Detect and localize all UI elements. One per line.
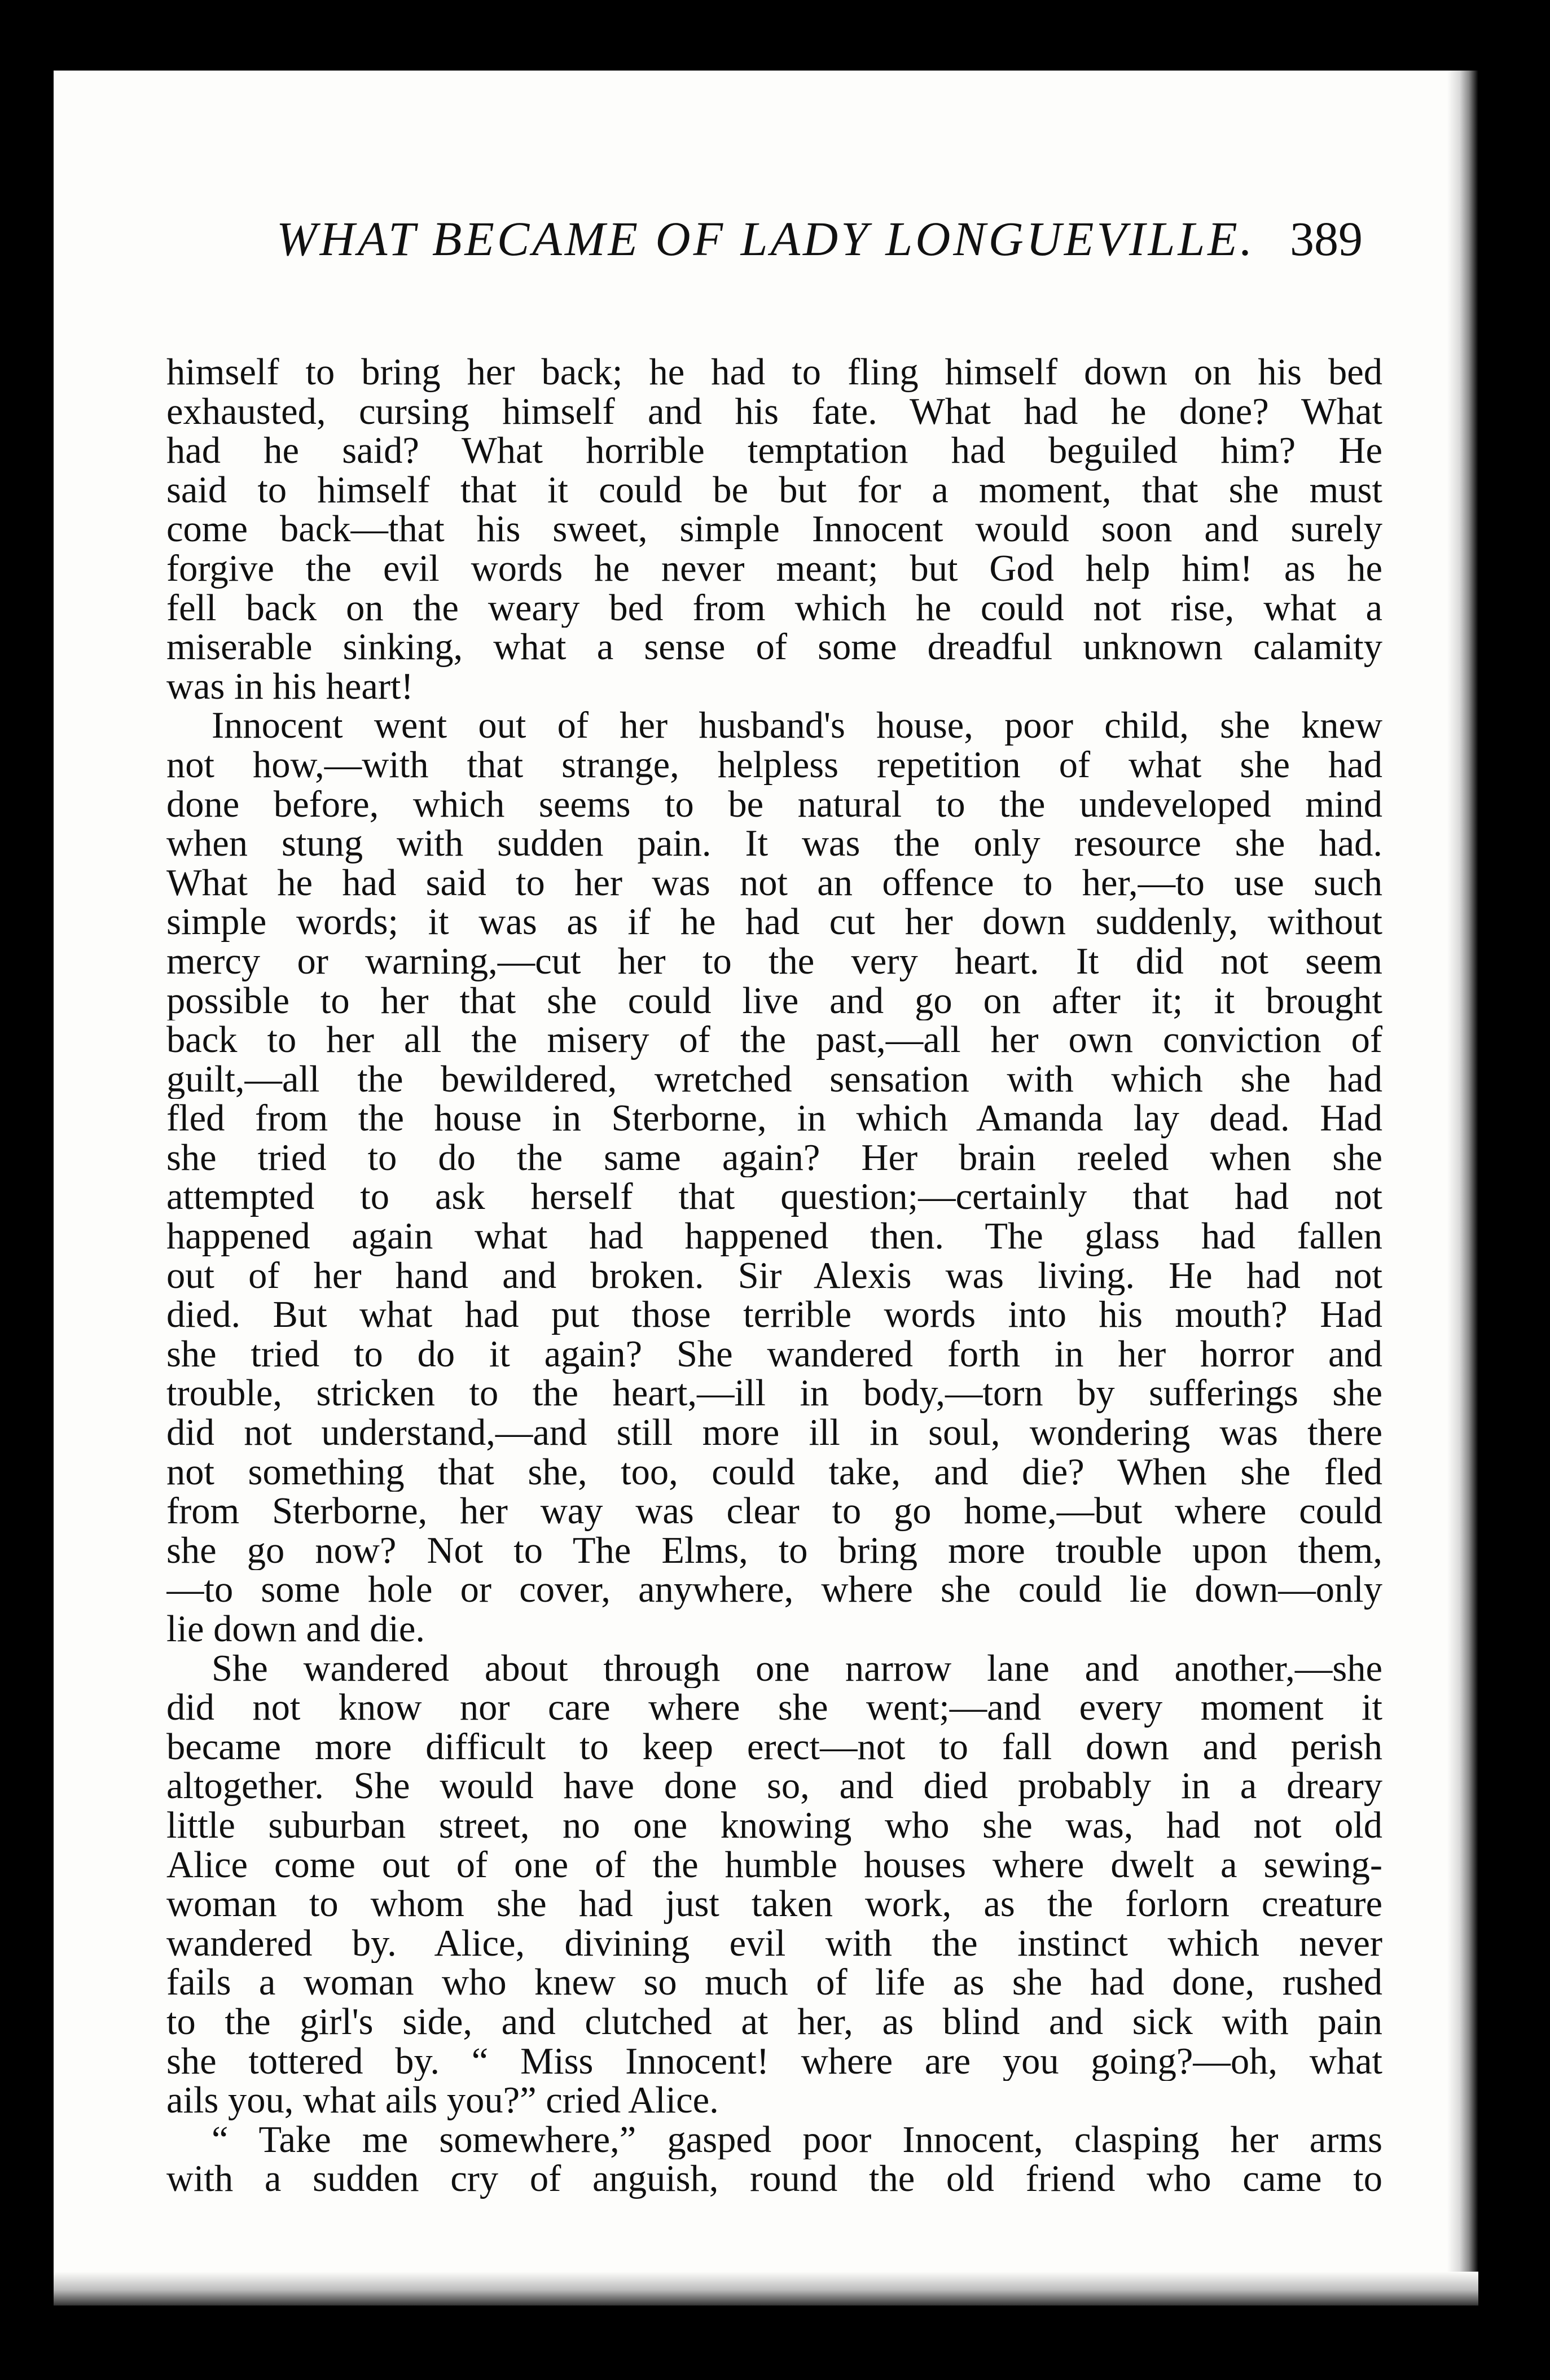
page-number: 389: [1290, 212, 1363, 266]
page-header: [220, 200, 1363, 279]
page-bottom-shadow: [54, 2272, 1478, 2306]
text-line: became more difficult to keep erect—not to fall down and perish: [166, 1727, 1382, 1767]
text-line: ails you, what ails you?” cried Alice.: [166, 2081, 719, 2120]
text-line: What he had said to her was not an offence to her,—to use such: [166, 863, 1382, 903]
text-line: she tried to do it again? She wandered forth in her horror and: [166, 1334, 1382, 1374]
text-line: fails a woman who knew so much of life as she had done, rushed: [166, 1963, 1382, 2002]
text-line: when stung with sudden pain. It was the only resource she had.: [166, 824, 1382, 864]
text-line: done before, which seems to be natural to the undeveloped mind: [166, 784, 1382, 825]
text-line: Alice come out of one of the humble houses where dwelt a sewing-: [166, 1845, 1382, 1885]
text-line: fled from the house in Sterborne, in which Amanda lay dead. Had: [166, 1099, 1382, 1138]
text-line: forgive the evil words he never meant; but God help him! as he: [166, 549, 1382, 589]
text-line: not how,—with that strange, helpless repetition of what she had: [166, 745, 1382, 785]
text-line: back to her all the misery of the past,—all her own conviction of: [166, 1020, 1382, 1060]
text-line: possible to her that she could live and go on after it; it brought: [166, 981, 1382, 1021]
text-line: attempted to ask herself that question;—certainly that had not: [166, 1177, 1382, 1217]
paragraph-start-line: Innocent went out of her husband's house, poor child, she knew: [212, 706, 1382, 746]
text-line: wandered by. Alice, divining evil with the instinct which never: [166, 1923, 1382, 1963]
text-line: she tottered by. “ Miss Innocent! where are you going?—oh, what: [166, 2041, 1382, 2081]
text-line: guilt,—all the bewildered, wretched sensation with which she had: [166, 1059, 1382, 1099]
text-line: to the girl's side, and clutched at her, as blind and sick with pain: [166, 2002, 1382, 2042]
text-line: did not understand,—and still more ill in soul, wondering was there: [166, 1413, 1382, 1453]
text-line: she go now? Not to The Elms, to bring more trouble upon them,: [166, 1531, 1382, 1571]
text-line: altogether. She would have done so, and died probably in a dreary: [166, 1767, 1382, 1806]
text-line: himself to bring her back; he had to fling himself down on his bed: [166, 353, 1382, 392]
text-line: —to some hole or cover, anywhere, where she could lie down—only: [166, 1570, 1382, 1610]
book-page: [54, 71, 1478, 2306]
text-line: with a sudden cry of anguish, round the old friend who came to: [166, 2159, 1382, 2199]
text-line: come back—that his sweet, simple Innocent would soon and surely: [166, 510, 1382, 549]
text-line: was in his heart!: [166, 667, 414, 707]
paragraph-start-line: “ Take me somewhere,” gasped poor Innocent, clasping her arms: [212, 2120, 1382, 2160]
text-line: said to himself that it could be but for a moment, that she must: [166, 470, 1382, 510]
running-title: WHAT BECAME OF LADY LONGUEVILLE.: [276, 212, 1255, 266]
text-line: from Sterborne, her way was clear to go home,—but where could: [166, 1492, 1382, 1531]
text-line: trouble, stricken to the heart,—ill in body,—torn by sufferings she: [166, 1374, 1382, 1414]
text-line: not something that she, too, could take, and die? When she fled: [166, 1452, 1382, 1492]
text-line: miserable sinking, what a sense of some dreadful unknown calamity: [166, 628, 1382, 667]
text-line: simple words; it was as if he had cut her down suddenly, without: [166, 902, 1382, 942]
text-line: mercy or warning,—cut her to the very heart. It did not seem: [166, 941, 1382, 981]
text-line: died. But what had put those terrible words into his mouth? Had: [166, 1295, 1382, 1335]
text-line: did not know nor care where she went;—and every moment it: [166, 1688, 1382, 1728]
page-edge-shadow: [1447, 71, 1478, 2306]
text-line: lie down and die.: [166, 1610, 425, 1649]
text-line: had he said? What horrible temptation had beguiled him? He: [166, 431, 1382, 471]
text-line: out of her hand and broken. Sir Alexis was living. He had not: [166, 1256, 1382, 1296]
text-line: little suburban street, no one knowing who she was, had not old: [166, 1805, 1382, 1846]
text-line: she tried to do the same again? Her brain reeled when she: [166, 1138, 1382, 1178]
text-line: fell back on the weary bed from which he could not rise, what a: [166, 588, 1382, 628]
body-text: [166, 353, 1382, 2199]
text-line: exhausted, cursing himself and his fate. What had he done? What: [166, 392, 1382, 432]
text-line: woman to whom she had just taken work, as the forlorn creature: [166, 1884, 1382, 1924]
paragraph-start-line: She wandered about through one narrow lane and another,—she: [212, 1649, 1382, 1689]
text-line: happened again what had happened then. The glass had fallen: [166, 1217, 1382, 1256]
